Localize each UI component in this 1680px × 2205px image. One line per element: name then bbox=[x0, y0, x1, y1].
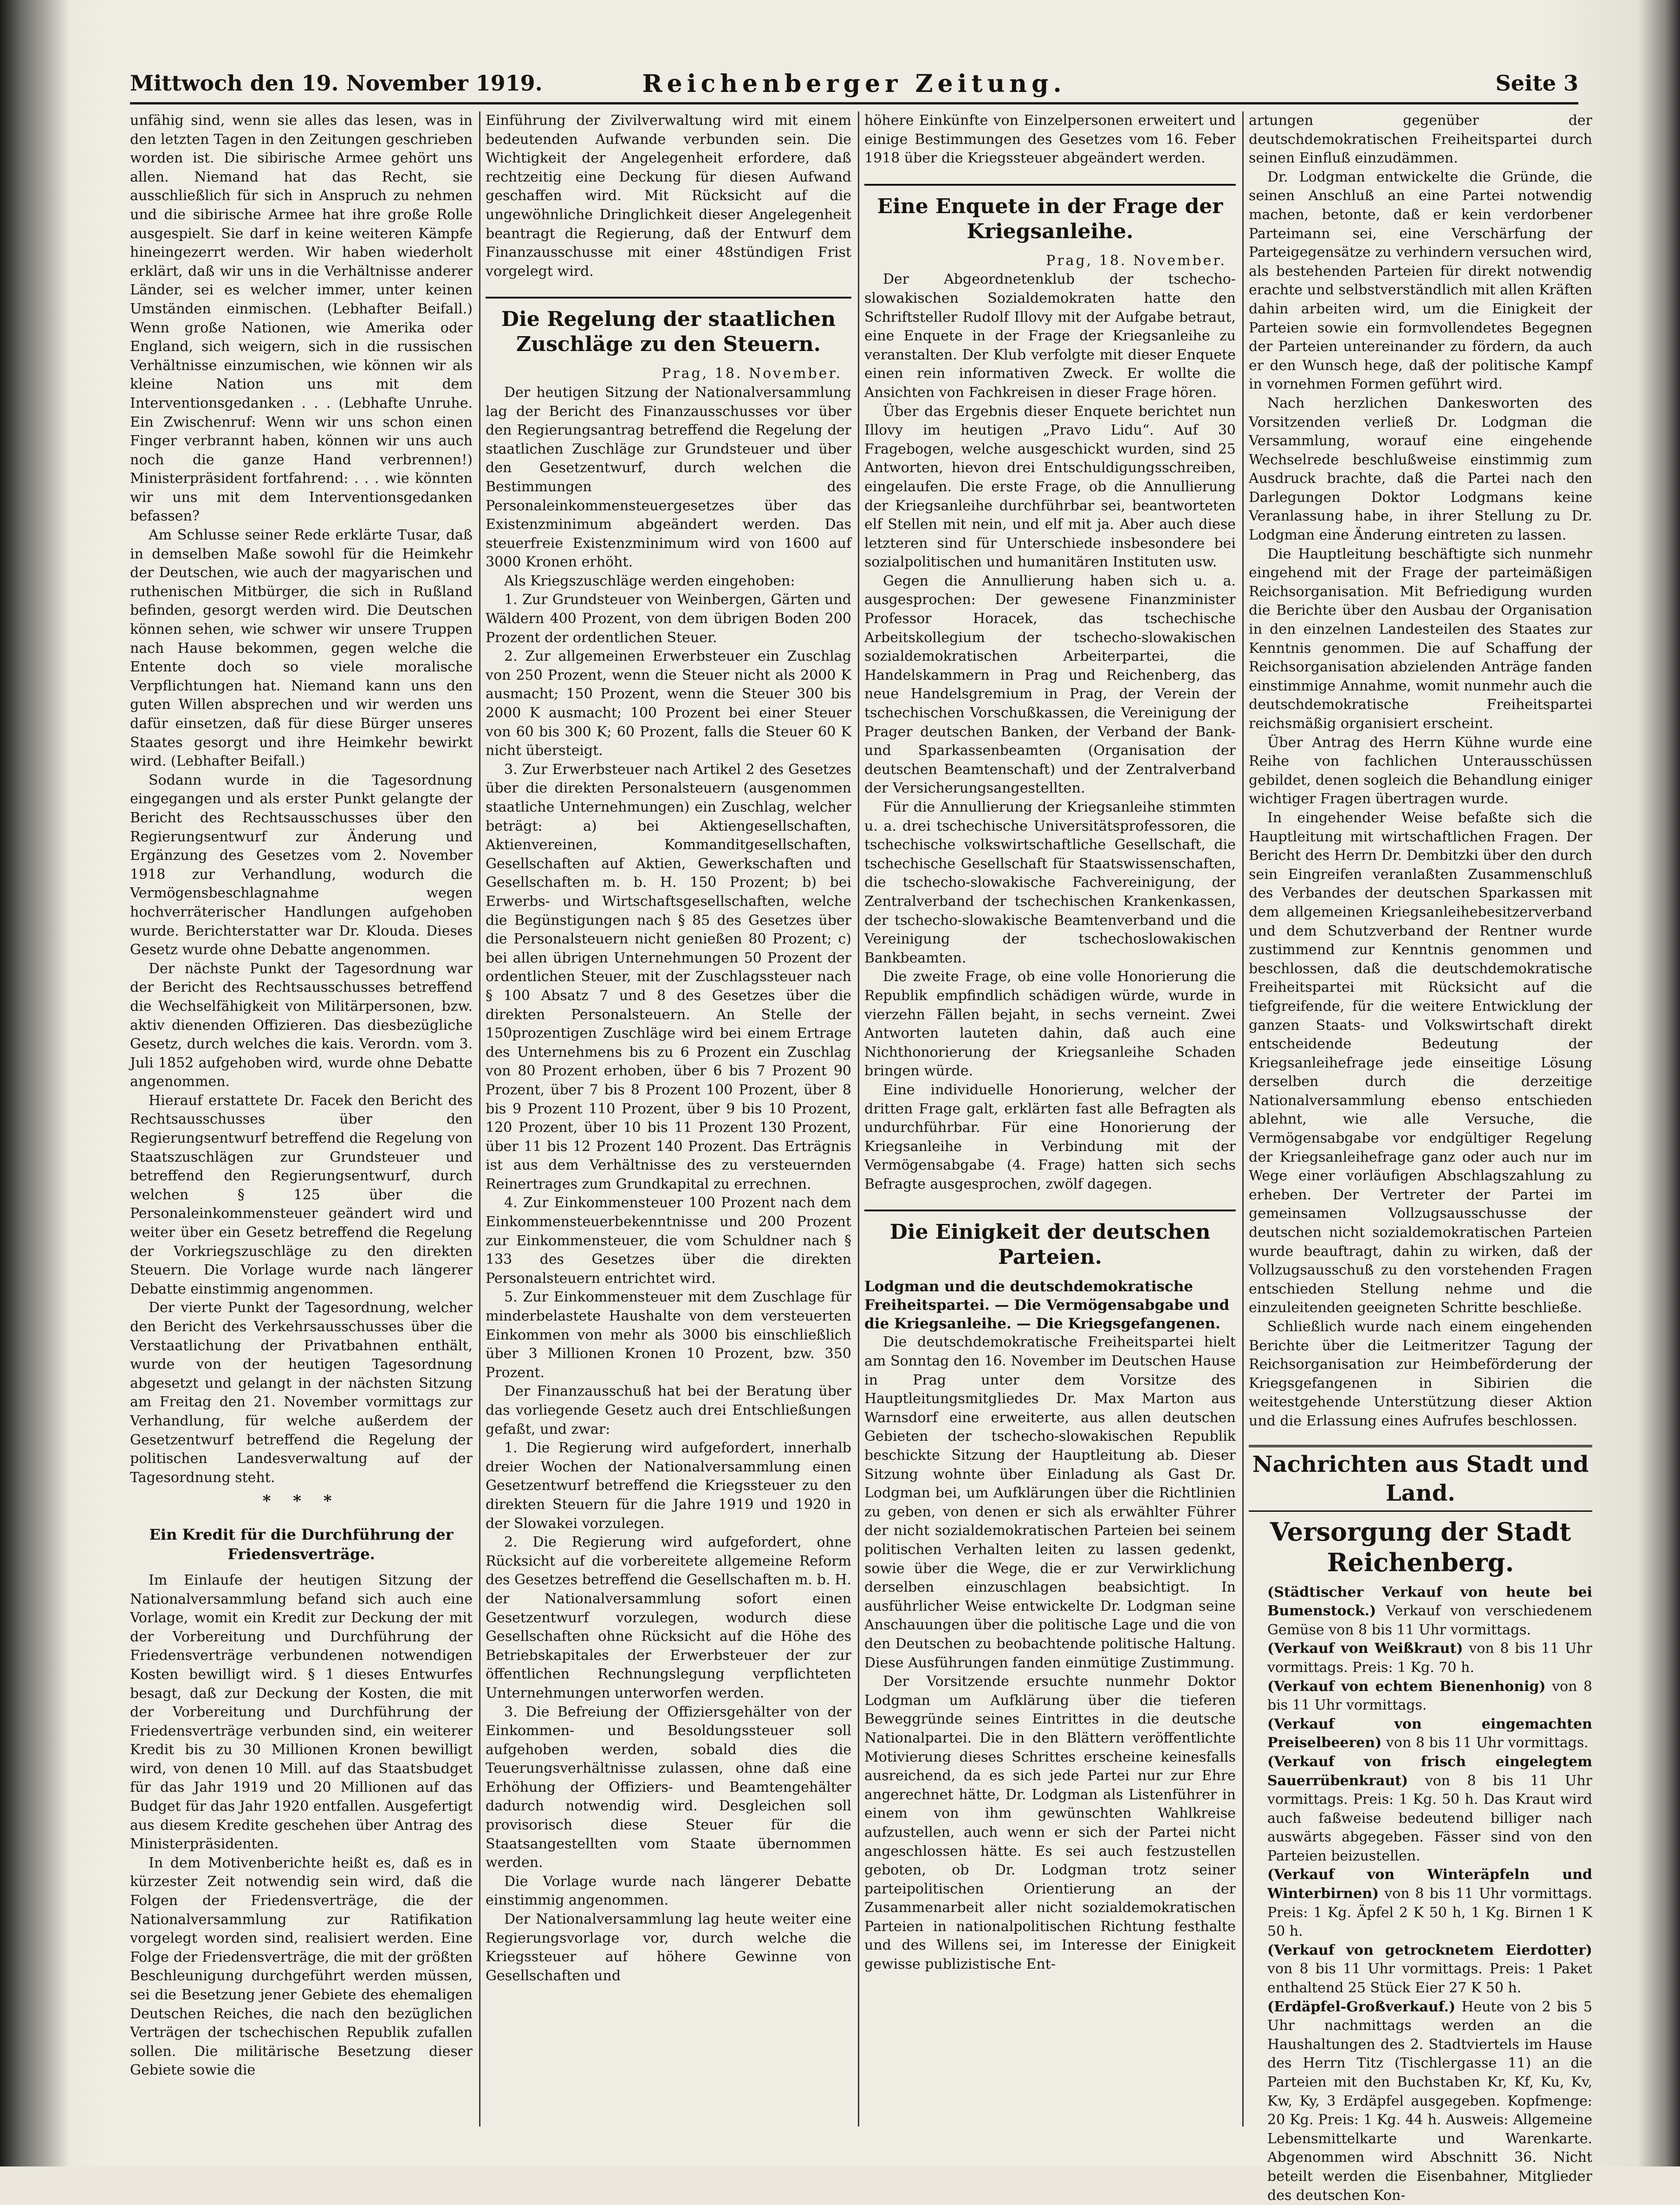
paragraph: Der Abgeordnetenklub der tschecho-slowakischen Sozialdemokraten hatte den Schriftsteller Rudolf Illovy mit der Aufgabe betraut, eine Enquete in der Frage der Kriegsanleihe zu veranstalten. Der Klub verfolgte mit dieser Enquete einen rein informativen Zweck. Er wollte die Ansichten von Fachkreisen in dieser Frage hören. bbox=[864, 271, 1236, 401]
notice-label: (Verkauf von echtem Bienenhonig) bbox=[1267, 1678, 1546, 1695]
paragraph: 1. Zur Grundsteuer von Weinbergen, Gärten und Wäldern 400 Prozent, von dem übrigen Boden 200 Prozent der ordentlichen Steuer. bbox=[486, 592, 851, 646]
notice-text: von 8 bis 11 Uhr vormittags. Preis: 1 Paket enthaltend 25 Stück Eier 27 K 50 h. bbox=[1267, 1961, 1592, 1997]
notice-item bbox=[1267, 1941, 1592, 1998]
paragraph: Am Schlusse seiner Rede erklärte Tusar, daß in demselben Maße sowohl für die Heimkehr der Deutschen, wie auch der magyarischen und ruthenischen Mitbürger, die sich in Rußland befinden, gesorgt werden wird. Die Deutschen können sehen, wie schwer wir unsere Truppen nach Hause bekommen, gegen welche die Entente doch so viele moralische Verpflichtungen hat. Niemand kann uns den guten Willen absprechen und wir werden uns dafür einsetzen, daß für diese Bürger unseres Staates gesorgt und ihre Heimkehr bewirkt wird. (Lebhafter Beifall.) bbox=[130, 527, 473, 770]
notice-label: (Städtischer Verkauf von heute bei Bumenstock.) bbox=[1267, 1584, 1592, 1620]
paragraph: höhere Einkünfte von Einzelpersonen erweitert und einige Bestimmungen des Gesetzes vom 16. Feber 1918 über die Kriegssteuer abgeändert werden. bbox=[864, 112, 1236, 167]
scan-shadow-right bbox=[1638, 0, 1680, 2166]
paragraph: Der Vorsitzende ersuchte nunmehr Doktor Lodgman um Aufklärung über die tieferen Beweggründe seines Eintrittes in die deutsche Nationalpartei. Die in den Blättern veröffentlichte Motivierung dieses Schrittes erscheine keinesfalls ausreichend, da es sich jede Partei nur zur Ehre angerechnet hätte, Dr. Lodgman als Listenführer in einem von ihm gewünschten Wahlkreise aufzustellen, auch wenn er sich der Partei nicht angeschlossen hätte. Es sei auch festzustellen geboten, ob Dr. Lodgman trotz seiner parteipolitischen Orientierung an der Zusammenarbeit aller nicht sozialdemokratischen Parteien in nationalpolitischen Richtung festhalte und des Willens sei, im Interesse der Einigkeit gewisse publizistische Ent- bbox=[864, 1673, 1236, 1973]
paragraph: artungen gegenüber der deutschdemokratischen Freiheitspartei durch seinen Einfluß einzudämmen. bbox=[1249, 112, 1592, 167]
notice-label: (Verkauf von Weißkraut) bbox=[1267, 1640, 1463, 1657]
paragraph: Nach herzlichen Dankesworten des Vorsitzenden verließ Dr. Lodgman die Versammlung, worauf eine eingehende Wechselrede beschlußweise einstimmig zum Ausdruck brachte, daß die Partei nach den Darlegungen Doktor Lodgmans keine Veranlassung habe, in ihrer Stellung zu Dr. Lodgman eine Änderung eintreten zu lassen. bbox=[1249, 395, 1592, 544]
notice-label: (Verkauf von eingemachten Preiselbeeren) bbox=[1267, 1716, 1592, 1751]
article-title: Die Einigkeit der deutschen Parteien. bbox=[864, 1210, 1236, 1270]
paragraph: Hierauf erstattete Dr. Facek den Bericht des Rechtsausschusses über den Regierungsentwurf betreffend die Regelung von Staatszuschlägen zur Grundsteuer und betreffend den Regierungsentwurf, durch welchen § 125 über die Personaleinkommensteuer geändert wird und weiter über ein Gesetz betreffend die Regelung der Vorkriegszuschläge zu den direkten Steuern. Die Vorlage wurde nach längerer Debatte einstimmig angenommen. bbox=[130, 1092, 473, 1297]
paragraph: Eine individuelle Honorierung, welcher der dritten Frage galt, erklärten fast alle Befragten als undurchführbar. Für eine Honorierung der Kriegsanleihe in Verbindung mit der Vermögensabgabe (4. Frage) hatten sich sechs Befragte ausgesprochen, zwölf dagegen. bbox=[864, 1081, 1236, 1192]
paragraph: Für die Annullierung der Kriegsanleihe stimmten u. a. drei tschechische Universitätsprofessoren, die tschechische volkswirtschaftliche Gesellschaft, die tschechische Gesellschaft für Staatswissenschaften, die tschecho-slowakische Fachvereinigung, der Zentralverband der tschechischen Krankenkassen, der tschecho-slowakische Beamtenverband und die Vereinigung der tschechoslowakischen Bankbeamten. bbox=[864, 799, 1236, 966]
column-4 bbox=[1249, 111, 1592, 2204]
paragraph: Die zweite Frage, ob eine volle Honorierung die Republik empfindlich schädigen würde, wurde in vierzehn Fällen bejaht, in sechs verneint. Zwei Antworten lauteten dahin, daß auch eine Nichthonorierung der Kriegsanleihe Schaden bringen würde. bbox=[864, 969, 1236, 1080]
paragraph: Gegen die Annullierung haben sich u. a. ausgesprochen: Der gewesene Finanzminister Professor Horacek, das tschechische Arbeitskollegium der tschecho-slowakischen sozialdemokratischen Arbeiterpartei, die Handelskammern in Prag und Reichenberg, das neue Handelsgremium in Prag, der Verein der tschechischen Vorschußkassen, die Vereinigung der Prager deutschen Banken, der Verband der Bank- und Sparkassenbeamten (Organisation der deutschen Beamtenschaft) und der Zentralverband der Versicherungsangestellten. bbox=[864, 572, 1236, 797]
paragraph: Sodann wurde in die Tagesordnung eingegangen und als erster Punkt gelangte der Bericht des Rechtsausschusses über den Regierungsentwurf zur Änderung und Ergänzung des Gesetzes vom 2. November 1918 zur Verhandlung, wodurch die Vermögensbeschlagnahme wegen hochverräterischer Handlungen aufgehoben wurde. Berichterstatter war Dr. Klouda. Dieses Gesetz wurde ohne Debatte angenommen. bbox=[130, 772, 473, 958]
notice-text: Verkauf von verschiedenem Gemüse von 8 bis 11 Uhr vormittags. bbox=[1267, 1603, 1592, 1638]
notice-text: von 8 bis 11 Uhr vormittags. Preis: 1 Kg. 70 h. bbox=[1267, 1640, 1592, 1676]
paragraph: Die deutschdemokratische Freiheitspartei hielt am Sonntag den 16. November im Deutschen Hause in Prag unter dem Vorsitze des Hauptleitungsmitgliedes Dr. Max Marton aus Warnsdorf eine erweiterte, aus allen deutschen Gebieten der tschecho-slowakischen Republik beschickte Sitzung der Hauptleitung ab. Dieser Sitzung wohnte über Einladung als Gast Dr. Lodgman bei, um Aufklärungen über die Richtlinien zu geben, von denen er sich als erwählter Führer der nicht sozialdemokratischen Parteien bei seinem politischen Verhalten leiten zu lassen gedenkt, sowie über die Wege, die er zur Verwirklichung derselben einzuschlagen beabsichtigt. In ausführlicher Weise entwickelte Dr. Lodgman seine Anschauungen über die politische Lage und die von den Deutschen zu beobachtende politische Haltung. Diese Ausführungen fanden einmütige Zustimmung. bbox=[864, 1334, 1236, 1671]
section-heading: Nachrichten aus Stadt und Land. bbox=[1249, 1445, 1592, 1512]
paragraph: unfähig sind, wenn sie alles das lesen, was in den letzten Tagen in den Zeitungen geschrieben worden ist. Die sibirische Armee gehört uns allen. Niemand hat das Recht, sie ausschließlich für sich in Anspruch zu nehmen und die sibirische Armee hat ihre große Rolle ausgespielt. Sie darf in keine weiteren Kämpfe hineingezerrt werden. Wir haben wiederholt erklärt, daß wir uns in die Verhältnisse anderer Länder, sei es welcher immer, unter keinen Umständen einmischen. (Lebhafter Beifall.) Wenn große Nationen, wie Amerika oder England, sich weigern, sich in die russischen Verhältnisse einzumischen, wie können wir als kleine Nation uns mit dem Interventionsgedanken . . . (Lebhafte Unruhe. Ein Zwischenruf: Wenn wir uns schon einen Finger verbrannt haben, können wir uns auch noch die ganze Hand verbrennen!) Ministerpräsident fortfahrend: . . . wie könnten wir uns mit dem Interventionsgedanken befassen? bbox=[130, 112, 473, 525]
paragraph: Im Einlaufe der heutigen Sitzung der Nationalversammlung befand sich auch eine Vorlage, womit ein Kredit zur Deckung der mit der Vorbereitung und Durchführung der Friedensverträge verbundenen notwendigen Kosten bewilligt wird. § 1 dieses Entwurfes besagt, daß zur Deckung der Kosten, die mit der Vorbereitung und Durchführung der Friedensverträge verbunden sind, ein weiterer Kredit bis zu 30 Millionen Kronen bewilligt wird, von denen 10 Mill. auf das Staatsbudget für das Jahr 1919 und 20 Millionen auf das Budget für das Jahr 1920 entfallen. Ausgefertigt aus diesem Kredite geschehen über Antrag des Ministerpräsidenten. bbox=[130, 1572, 473, 1853]
notice-text: von 8 bis 11 Uhr vormittags. Preis: 1 Kg. Äpfel 2 K 50 h, 1 Kg. Birnen 1 K 50 h. bbox=[1267, 1886, 1592, 1940]
paragraph: 3. Die Befreiung der Offiziersgehälter von der Einkommen- und Besoldungssteuer soll aufgehoben werden, sobald dies die Teuerungsverhältnisse zulassen, ohne daß eine Erhöhung der Offiziers- und Beamtengehälter dadurch notwendig wird. Desgleichen soll provisorisch diese Steuer für die Staatsangestellten vom Staate übernommen werden. bbox=[486, 1704, 851, 1871]
issue-date: Mittwoch den 19. November 1919. bbox=[130, 71, 543, 96]
paragraph: Der heutigen Sitzung der Nationalversammlung lag der Bericht des Finanzausschusses vor über den Regierungsantrag betreffend die Regelung der staatlichen Zuschläge zur Grundsteuer und über den Gesetzentwurf, durch welchen die Bestimmungen des Personaleinkommensteuergesetzes über das Existenzminimum abgeändert werden. Das steuerfreie Existenzminimum wird von 1600 auf 3000 Kronen erhöht. bbox=[486, 384, 851, 571]
paragraph: Der nächste Punkt der Tagesordnung war der Bericht des Rechtsausschusses betreffend die Wechselfähigkeit von Militärpersonen, bzw. aktiv dienenden Offizieren. Das diesbezügliche Gesetz, durch welches die kais. Verordn. vom 3. Juli 1852 aufgehoben wird, wurde ohne Debatte angenommen. bbox=[130, 960, 473, 1090]
paragraph: Über das Ergebnis dieser Enquete berichtet nun Illovy im heutigen „Pravo Lidu“. Auf 30 Fragebogen, welche ausgeschickt wurden, sind 25 Antworten, hievon drei Entschuldigungsschreiben, eingelaufen. Die erste Frage, ob die Annullierung der Kriegsanleihe durchführbar sei, beantworteten elf Stellen mit nein, und elf mit ja. Aber auch diese letzteren sind für Unterschiede insbesondere bei sozialpolitischen und humanitären Instituten usw. bbox=[864, 403, 1236, 571]
article-subheading: Lodgman und die deutschdemokratische Freiheitspartei. — Die Vermögensabgabe und die Kriegsanleihe. — Die Kriegsgefangenen. bbox=[864, 1278, 1230, 1333]
article-title: Die Regelung der staatlichen Zuschläge zu den Steuern. bbox=[486, 297, 851, 357]
masthead-title: Reichenberger Zeitung. bbox=[642, 70, 1066, 98]
paragraph: Schließlich wurde nach einem eingehenden Berichte über die Leitmeritzer Tagung der Reichsorganisation zur Heimbeförderung der Kriegsgefangenen in Sibirien die weitestgehende Unterstützung dieser Aktion und die Erlassung eines Aufrufes beschlossen. bbox=[1249, 1319, 1592, 1429]
page-number: Seite 3 bbox=[1495, 71, 1578, 96]
paragraph: Einführung der Zivilverwaltung wird mit einem bedeutenden Aufwande verbunden sein. Die Wichtigkeit der Angelegenheit erfordere, daß rechtzeitig eine Deckung für diesen Aufwand geschaffen wird. Mit Rücksicht auf die ungewöhnliche Dringlichkeit dieser Angelegenheit beantragt die Regierung, daß der Entwurf dem Finanzausschusse mit einer 48stündigen Frist vorgelegt wird. bbox=[486, 112, 851, 280]
paragraph: Die Hauptleitung beschäftigte sich nunmehr eingehend mit der Frage der parteimäßigen Reichsorganisation. Mit Befriedigung wurden die Berichte über den Ausbau der Organisation in den einzelnen Landesteilen des Staates zur Kenntnis genommen. Die auf Schaffung der Reichsorganisation abzielenden Anträge fanden einstimmige Annahme, womit nunmehr auch die deutschdemokratische Freiheitspartei reichsmäßig organisiert erscheint. bbox=[1249, 546, 1592, 732]
paragraph: 4. Zur Einkommensteuer 100 Prozent nach dem Einkommensteuerbekenntnisse und 200 Prozent zur Einkommensteuer, die vom Schuldner nach § 133 des Gesetzes über die direkten Personalsteuern entrichtet wird. bbox=[486, 1195, 851, 1287]
paragraph: Der Nationalversammlung lag heute weiter eine Regierungsvorlage vor, durch welche die Kriegssteuer auf höhere Gewinne von Gesellschaften und bbox=[486, 1911, 851, 1984]
notice-label: (Verkauf von frisch eingelegtem Sauerrübenkraut) bbox=[1267, 1753, 1592, 1789]
paragraph: Der Finanzausschuß hat bei der Beratung über das vorliegende Gesetz auch drei Entschließungen gefaßt, und zwar: bbox=[486, 1383, 851, 1437]
notice-item bbox=[1267, 1583, 1592, 1640]
paragraph: Dr. Lodgman entwickelte die Gründe, die seinen Anschluß an eine Partei notwendig machen, betonte, daß er kein verdorbener Parteimann sei, eine Verschärfung der Parteigegensätze zu verhindern versuchen wird, als bestehenden Parteien für direkt notwendig erachte und selbstverständlich mit allen Kräften dahin arbeiten wird, um die Einigkeit der Parteien sowie ein formvollendetes Begegnen der Parteien untereinander zu fördern, da auch er den Wunsch hege, daß der politische Kampf in vornehmen Formen geführt wird. bbox=[1249, 169, 1592, 393]
column-rule bbox=[858, 111, 859, 2127]
article-title: Versorgung der Stadt Reichenberg. bbox=[1270, 1516, 1571, 1577]
paragraph: In dem Motivenberichte heißt es, daß es in kürzester Zeit notwendig sein wird, daß die Folgen der Friedensverträge, die der Nationalversammlung zur Ratifikation vorgelegt worden sind, realisiert werden. Eine Folge der Friedensverträge, die mit der größten Beschleunigung durchgeführt werden müssen, sei die Besetzung jener Gebiete des ehemaligen Deutschen Reiches, die nach den bezüglichen Verträgen der tschechischen Republik zufallen sollen. Die militärische Besetzung dieser Gebiete sowie die bbox=[130, 1854, 473, 2079]
notice-item bbox=[1267, 1998, 1592, 2205]
paragraph: 2. Zur allgemeinen Erwerbsteuer ein Zuschlag von 250 Prozent, wenn die Steuer nicht als 2000 K ausmacht; 150 Prozent, wenn die Steuer 300 bis 2000 K ausmacht; 100 Prozent bei einer Steuer von 60 bis 300 K; 60 Prozent, falls die Steuer 60 K nicht übersteigt. bbox=[486, 648, 851, 759]
notice-item bbox=[1267, 1639, 1592, 1677]
paragraph: Die Vorlage wurde nach längerer Debatte einstimmig angenommen. bbox=[486, 1873, 851, 1909]
column-3 bbox=[864, 111, 1236, 2127]
notice-item bbox=[1267, 1678, 1592, 1715]
paragraph: 5. Zur Einkommensteuer mit dem Zuschlage für minderbelastete Haushalte von dem versteuerten Einkommen von mehr als 3000 bis einschließlich über 3 Millionen Kronen 10 Prozent, bzw. 350 Prozent. bbox=[486, 1289, 851, 1381]
section-divider: * * * bbox=[262, 1492, 340, 1511]
paragraph: Als Kriegszuschläge werden eingehoben: bbox=[504, 572, 795, 589]
paragraph: 3. Zur Erwerbsteuer nach Artikel 2 des Gesetzes über die direkten Personalsteuern (ausgenommen staatliche Unternehmungen) ein Zuschlag, welcher beträgt: a) bei Aktiengesellschaften, Aktienvereinen, Kommanditgesellschaften, Gesellschaften auf Aktien, Gewerkschaften und Gesellschaften m. b. H. 150 Prozent; b) bei Erwerbs- und Wirtschaftsgesellschaften, welche die Begünstigungen nach § 85 des Gesetzes über die Personalsteuern nicht genießen 80 Prozent; c) bei allen übrigen Unternehmungen 50 Prozent der ordentlichen Steuer, mit der Zuschlagssteuer nach § 100 Absatz 7 und 8 des Gesetzes über die direkten Personalsteuern. An Stelle der 150prozentigen Zuschläge wird bei einem Ertrage des Unternehmens bis zu 6 Prozent ein Zuschlag von 80 Prozent erhoben, über 6 bis 7 Prozent 90 Prozent, über 7 bis 8 Prozent 100 Prozent, über 8 bis 9 Prozent 110 Prozent, über 9 bis 10 Prozent, 120 Prozent, über 10 bis 11 Prozent 130 Prozent, über 11 bis 12 Prozent 140 Prozent. Das Erträgnis ist aus dem Verhältnisse des zu versteuernden Reinertrages zum Grundkapital zu errechnen. bbox=[486, 761, 851, 1192]
notice-item bbox=[1267, 1866, 1592, 1941]
dateline: Prag, 18. November. bbox=[662, 365, 842, 382]
notice-label: (Verkauf von getrocknetem Eierdotter) bbox=[1267, 1942, 1592, 1958]
paragraph: Über Antrag des Herrn Kühne wurde eine Reihe von fachlichen Unterausschüssen gebildet, denen sogleich die Behandlung einiger wichtiger Fragen übertragen wurde. bbox=[1249, 734, 1592, 807]
paragraph: Der vierte Punkt der Tagesordnung, welcher den Bericht des Verkehrsausschusses über die Verstaatlichung der Privatbahnen enthält, wurde von der heutigen Tagesordnung abgesetzt und gelangt in der nächsten Sitzung am Freitag den 21. November vormittags zur Verhandlung, für welche außerdem der Gesetzentwurf betreffend die Regelung der politischen Landesverwaltung auf der Tagesordnung steht. bbox=[130, 1300, 473, 1486]
notice-text: von 8 bis 11 Uhr vormittags. bbox=[1267, 1678, 1592, 1714]
notice-text: Heute von 2 bis 5 Uhr nachmittags werden an die Haushaltungen des 2. Stadtviertels im Hause des Herrn Titz (Tischlergasse 11) an die Parteien mit den Buchstaben Kr, Kf, Ku, Kv, Kw, Ky, 3 Erdäpfel ausgegeben. Kopfmenge: 20 Kg. Preis: 1 Kg. 44 h. Ausweis: Allgemeine Lebensmittelkarte und Warenkarte. Abgenommen wird Abschnitt 36. Nicht beteilt werden die Eisenbahner, Mitglieder des deutschen Kon- bbox=[1267, 1998, 1592, 2204]
article-title: Eine Enquete in der Frage der Kriegsanleihe. bbox=[864, 184, 1236, 244]
dateline: Prag, 18. November. bbox=[1046, 252, 1226, 269]
article-title: Ein Kredit für die Durchführung der Friedensverträge. bbox=[149, 1525, 454, 1563]
notice-label: (Erdäpfel-Großverkauf.) bbox=[1267, 1998, 1456, 2015]
notice-text: von 8 bis 11 Uhr vormittags. Preis: 1 Kg. 50 h. Das Kraut wird auch faßweise bedeutend billiger nach auswärts abgegeben. Fässer sind von den Parteien beizustellen. bbox=[1267, 1772, 1592, 1864]
notice-label: (Verkauf von Winteräpfeln und Winterbirnen) bbox=[1267, 1867, 1592, 1902]
notice-text: von 8 bis 11 Uhr vormittags. bbox=[1386, 1735, 1589, 1751]
column-rule bbox=[479, 111, 480, 2127]
notice-item bbox=[1267, 1715, 1592, 1753]
column-2 bbox=[486, 111, 851, 2127]
paragraph: 2. Die Regierung wird aufgefordert, ohne Rücksicht auf die vorbereitete allgemeine Reform des Gesetzes betreffend die Gesellschaften m. b. H. der Nationalversammlung sofort einen Gesetzentwurf vorzulegen, wodurch diese Gesellschaften ohne Rücksicht auf die Höhe des Betriebskapitales der Erwerbsteuer der zur öffentlichen Rechnungslegung verpflichteten Unternehmungen unterworfen werden. bbox=[486, 1534, 851, 1701]
page-header bbox=[130, 65, 1578, 104]
column-rule bbox=[1242, 111, 1244, 2127]
column-1 bbox=[130, 111, 473, 2127]
paragraph: In eingehender Weise befaßte sich die Hauptleitung mit wirtschaftlichen Fragen. Der Bericht des Herrn Dr. Dembitzki über den durch sein Eingreifen veranlaßten Zusammenschluß des Verbandes der deutschen Sparkassen mit dem allgemeinen Kriegsanleihebesitzerverband und dem Schutzverband der Rentner wurde zustimmend zur Kenntnis genommen und beschlossen, daß die deutschdemokratische Freiheitspartei mit Rücksicht auf die tiefgreifende, für die weitere Entwicklung der ganzen Staats- und Volkswirtschaft direkt entscheidende Bedeutung der Kriegsanleihefrage jede einseitige Lösung derselben durch die derzeitige Nationalversammlung ebenso entschieden ablehnt, wie alle Versuche, die Vermögensabgabe vor endgültiger Regelung der Kriegsanleihefrage ganz oder auch nur im Wege einer vorläufigen Abschlagszahlung zu erheben. Der Vertreter der Partei im gemeinsamen Vollzugsausschusse der deutschen nicht sozialdemokratischen Parteien wurde beauftragt, dahin zu wirken, daß der Vollzugsausschuß zu den vorstehenden Fragen entschieden Stellung nehme und die einzuleitenden geeigneten Schritte beschließe. bbox=[1249, 809, 1592, 1316]
paragraph: 1. Die Regierung wird aufgefordert, innerhalb dreier Wochen der Nationalversammlung einen Gesetzentwurf betreffend die Kriegssteuer zu den direkten Steuern für die Jahre 1919 und 1920 in der Slowakei vorzulegen. bbox=[486, 1440, 851, 1532]
scan-shadow-left bbox=[0, 0, 70, 2166]
notice-item bbox=[1267, 1753, 1592, 1866]
